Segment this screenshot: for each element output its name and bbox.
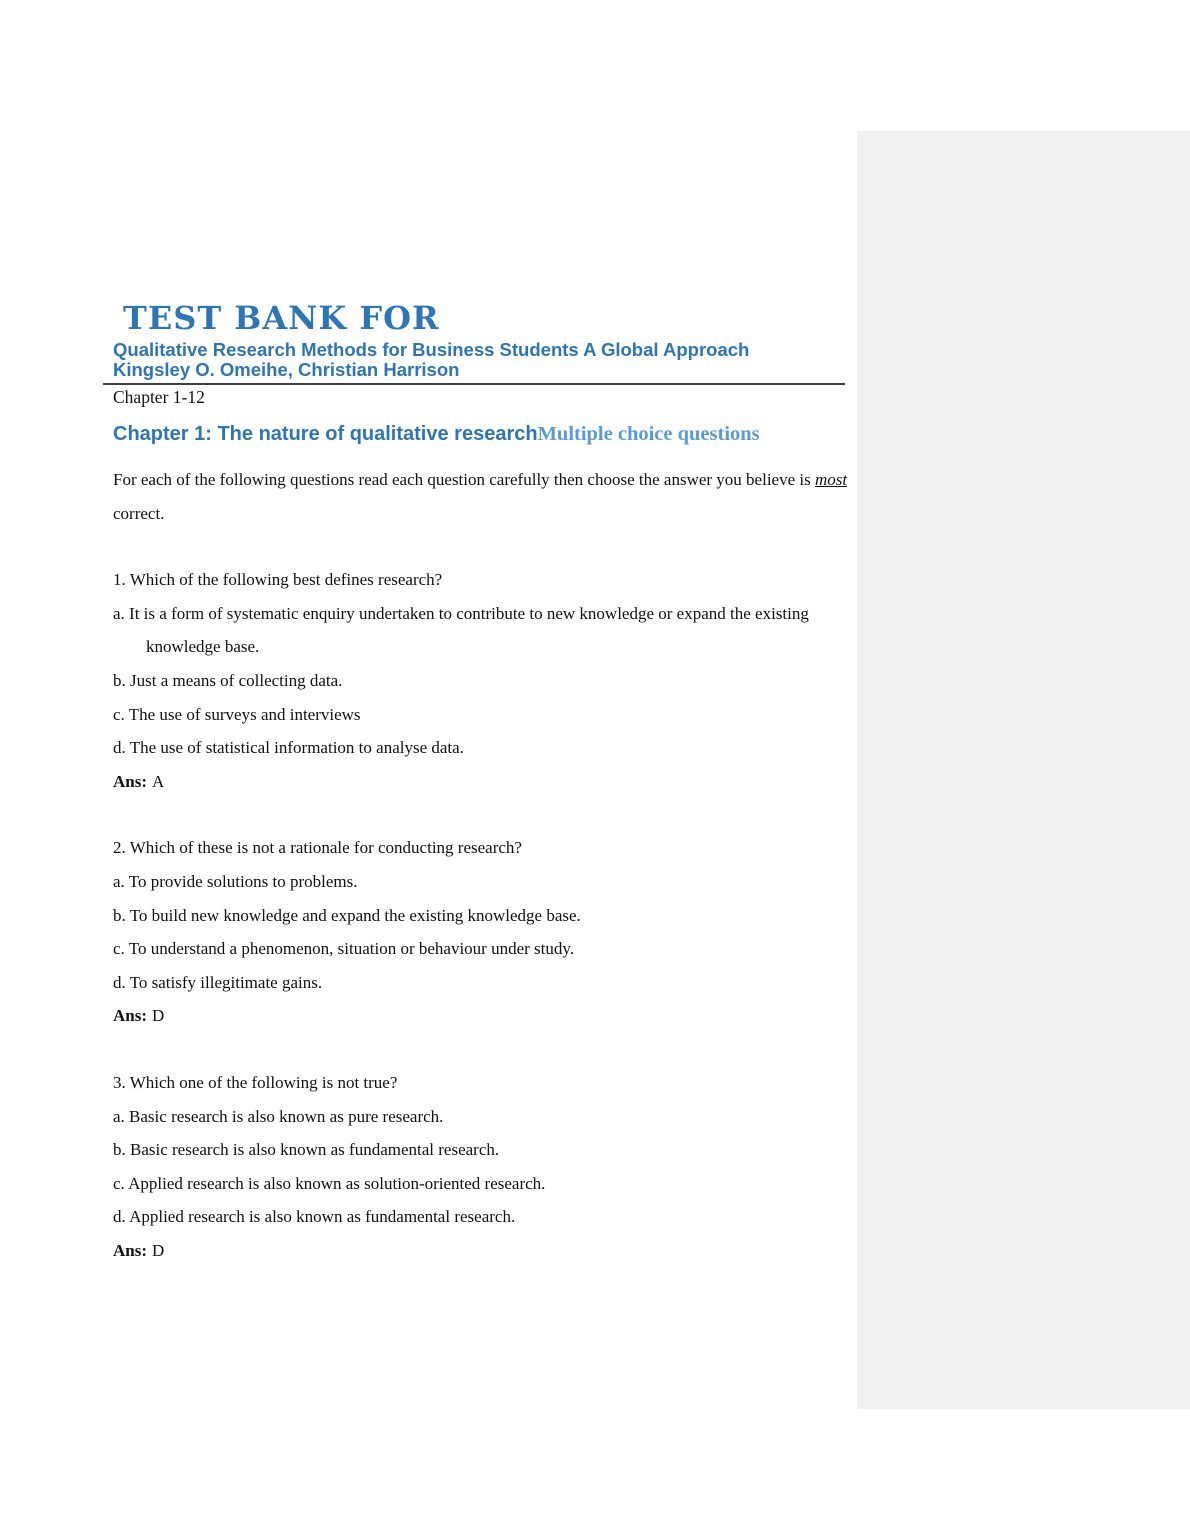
- option-b: [113, 1133, 851, 1167]
- intro-text-after: correct.: [113, 503, 165, 523]
- answer-value: D: [152, 1006, 165, 1026]
- question-block-2: [113, 831, 851, 1033]
- option-text: To understand a phenomenon, situation or behaviour under study.: [128, 939, 575, 959]
- question-block-3: [113, 1066, 851, 1268]
- option-text: To build new knowledge and expand the existing knowledge base.: [129, 905, 581, 925]
- option-label: a.: [113, 871, 125, 891]
- option-text: To provide solutions to problems.: [128, 871, 358, 891]
- option-label: c.: [113, 1173, 125, 1193]
- option-text: Basic research is also known as pure research.: [129, 1106, 444, 1126]
- option-text: Just a means of collecting data.: [130, 670, 343, 690]
- option-text: The use of surveys and interviews: [128, 704, 361, 724]
- answer-label: Ans:: [113, 1006, 148, 1026]
- option-label: a.: [113, 1106, 125, 1126]
- intro-paragraph: [113, 463, 851, 530]
- intro-text-before: For each of the following questions read each question carefully then choose the answer you believe is: [113, 470, 815, 489]
- option-text: The use of statistical information to analyse data.: [129, 738, 464, 758]
- question-text: [113, 1066, 851, 1100]
- question-number: 1.: [113, 570, 126, 590]
- document-page: [113, 300, 853, 1267]
- option-a: [113, 865, 851, 899]
- answer-value: A: [152, 771, 165, 791]
- option-text: Applied research is also known as fundamental research.: [129, 1207, 516, 1227]
- question-number: 3.: [113, 1072, 126, 1092]
- option-c: [113, 1167, 851, 1201]
- option-b: [113, 899, 851, 933]
- answer-label: Ans:: [113, 771, 148, 791]
- option-text: To satisfy illegitimate gains.: [129, 972, 323, 992]
- option-c: [113, 698, 851, 732]
- option-label: a.: [113, 603, 125, 623]
- right-gray-panel: [857, 131, 1190, 1409]
- question-label: Which one of the following is not true?: [129, 1072, 398, 1092]
- question-block-1: [113, 563, 851, 798]
- chapter-range: Chapter 1-12: [113, 387, 205, 407]
- question-label: Which of these is not a rationale for conducting research?: [129, 838, 522, 858]
- document-subtitle: [113, 340, 853, 379]
- question-label: Which of the following best defines research?: [129, 570, 443, 590]
- answer-value: D: [152, 1240, 165, 1260]
- option-text: Applied research is also known as solution-oriented research.: [128, 1173, 546, 1193]
- option-label: b.: [113, 670, 126, 690]
- option-label: d.: [113, 738, 126, 758]
- option-text: It is a form of systematic enquiry undertaken to contribute to new knowledge or expand the existing knowledge base.: [129, 603, 809, 657]
- section-heading-bold: Chapter 1: The nature of qualitative research: [113, 423, 538, 445]
- question-text: [113, 563, 851, 597]
- answer-label: Ans:: [113, 1240, 148, 1260]
- option-label: b.: [113, 905, 126, 925]
- subtitle-line-2: Kingsley O. Omeihe, Christian Harrison: [113, 358, 460, 380]
- option-b: [113, 664, 851, 698]
- option-d: [113, 1200, 851, 1234]
- option-label: b.: [113, 1140, 126, 1160]
- subtitle-line-1: Qualitative Research Methods for Business Students A Global Approach: [113, 339, 750, 360]
- section-heading-light: Multiple choice questions: [537, 423, 760, 445]
- section-heading: [113, 421, 853, 449]
- option-label: d.: [113, 972, 126, 992]
- intro-emphasis-word: most: [814, 470, 848, 489]
- option-text: Basic research is also known as fundamental research.: [130, 1140, 500, 1160]
- option-c: [113, 932, 851, 966]
- answer-line: [113, 1234, 851, 1268]
- option-a: [113, 597, 851, 664]
- question-number: 2.: [113, 838, 126, 858]
- question-text: [113, 831, 851, 865]
- answer-line: [113, 999, 851, 1033]
- answer-line: [113, 765, 851, 799]
- option-d: [113, 966, 851, 1000]
- option-a: [113, 1100, 851, 1134]
- option-label: d.: [113, 1207, 126, 1227]
- option-label: c.: [113, 939, 125, 959]
- option-d: [113, 731, 851, 765]
- document-title: TEST BANK FOR: [123, 299, 440, 337]
- option-label: c.: [113, 704, 125, 724]
